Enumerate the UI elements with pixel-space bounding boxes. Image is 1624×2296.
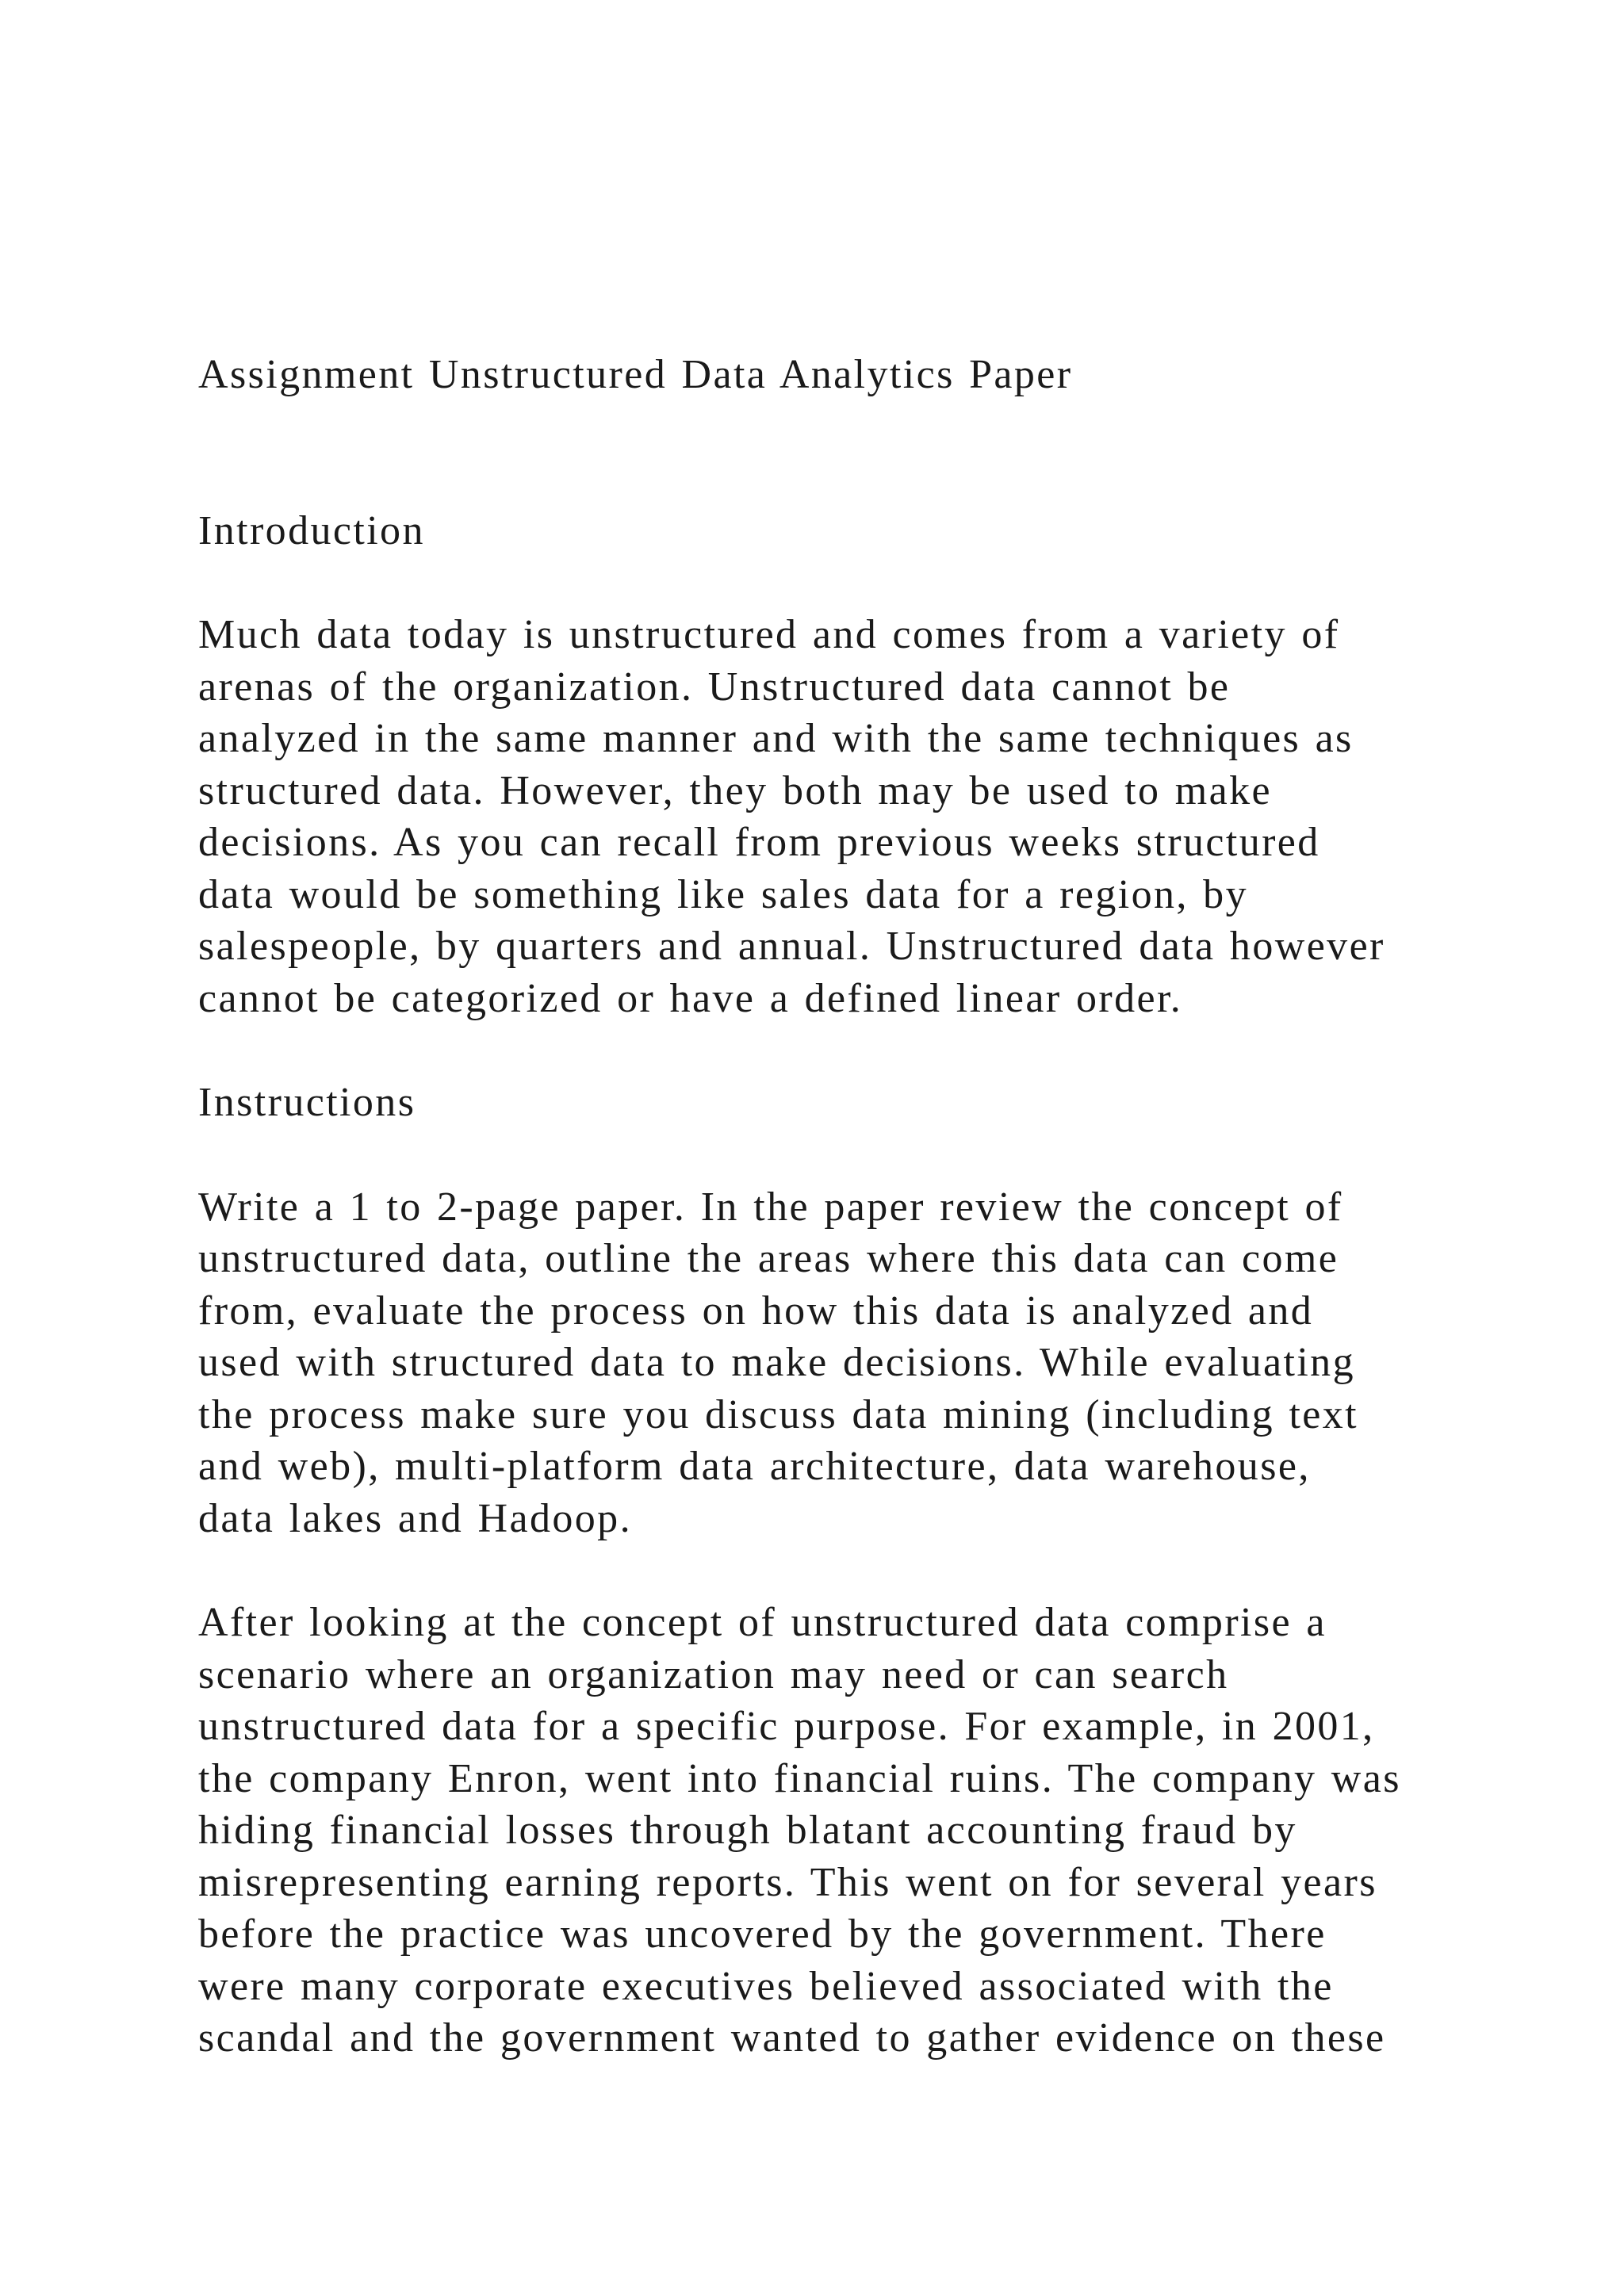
paragraph-line: arenas of the organization. Unstructured data cannot be <box>198 664 1231 710</box>
paragraph-introduction <box>198 609 1435 1024</box>
paragraph-line: cannot be categorized or have a defined linear order. <box>198 975 1183 1021</box>
paragraph-line: the process make sure you discuss data mining (including text <box>198 1391 1359 1437</box>
spacer <box>198 557 1435 609</box>
paragraph-line: Write a 1 to 2-page paper. In the paper review the concept of <box>198 1184 1343 1230</box>
paragraph-line: structured data. However, they both may be used to make <box>198 767 1272 813</box>
paragraph-line: unstructured data for a specific purpose. For example, in 2001, <box>198 1704 1375 1749</box>
paragraph-line: salespeople, by quarters and annual. Unstructured data however <box>198 924 1385 969</box>
document-body <box>198 349 1435 2064</box>
paragraph-line: decisions. As you can recall from previous weeks structured <box>198 820 1320 865</box>
section-heading-introduction: Introduction <box>198 507 425 553</box>
paragraph-line: unstructured data, outline the areas where this data can come <box>198 1236 1339 1281</box>
spacer <box>198 1129 1435 1181</box>
paragraph-line: before the practice was uncovered by the government. There <box>198 1911 1327 1957</box>
document-title: Assignment Unstructured Data Analytics Paper <box>198 352 1073 397</box>
paragraph-line: After looking at the concept of unstructured data comprise a <box>198 1600 1327 1645</box>
spacer <box>198 1024 1435 1077</box>
spacer <box>198 1544 1435 1597</box>
paragraph-instructions-1 <box>198 1181 1435 1545</box>
paragraph-line: misrepresenting earning reports. This went on for several years <box>198 1859 1377 1905</box>
paragraph-line: from, evaluate the process on how this data is analyzed and <box>198 1288 1314 1334</box>
paragraph-line: data would be something like sales data for a region, by <box>198 871 1248 917</box>
paragraph-line: scandal and the government wanted to gather evidence on these <box>198 2015 1386 2061</box>
spacer <box>198 401 1435 505</box>
paragraph-line: and web), multi-platform data architecture, data warehouse, <box>198 1444 1311 1489</box>
paragraph-line: scenario where an organization may need or can search <box>198 1651 1229 1697</box>
paragraph-line: analyzed in the same manner and with the same techniques as <box>198 716 1354 761</box>
paragraph-line: the company Enron, went into financial ruins. The company was <box>198 1755 1401 1801</box>
paragraph-line: were many corporate executives believed associated with the <box>198 1963 1334 2009</box>
paragraph-line: hiding financial losses through blatant accounting fraud by <box>198 1808 1297 1853</box>
paragraph-line: Much data today is unstructured and comes from a variety of <box>198 612 1340 657</box>
paragraph-instructions-2 <box>198 1597 1435 2064</box>
section-heading-instructions: Instructions <box>198 1080 416 1125</box>
paragraph-line: data lakes and Hadoop. <box>198 1495 632 1541</box>
paragraph-line: used with structured data to make decisions. While evaluating <box>198 1340 1355 1385</box>
